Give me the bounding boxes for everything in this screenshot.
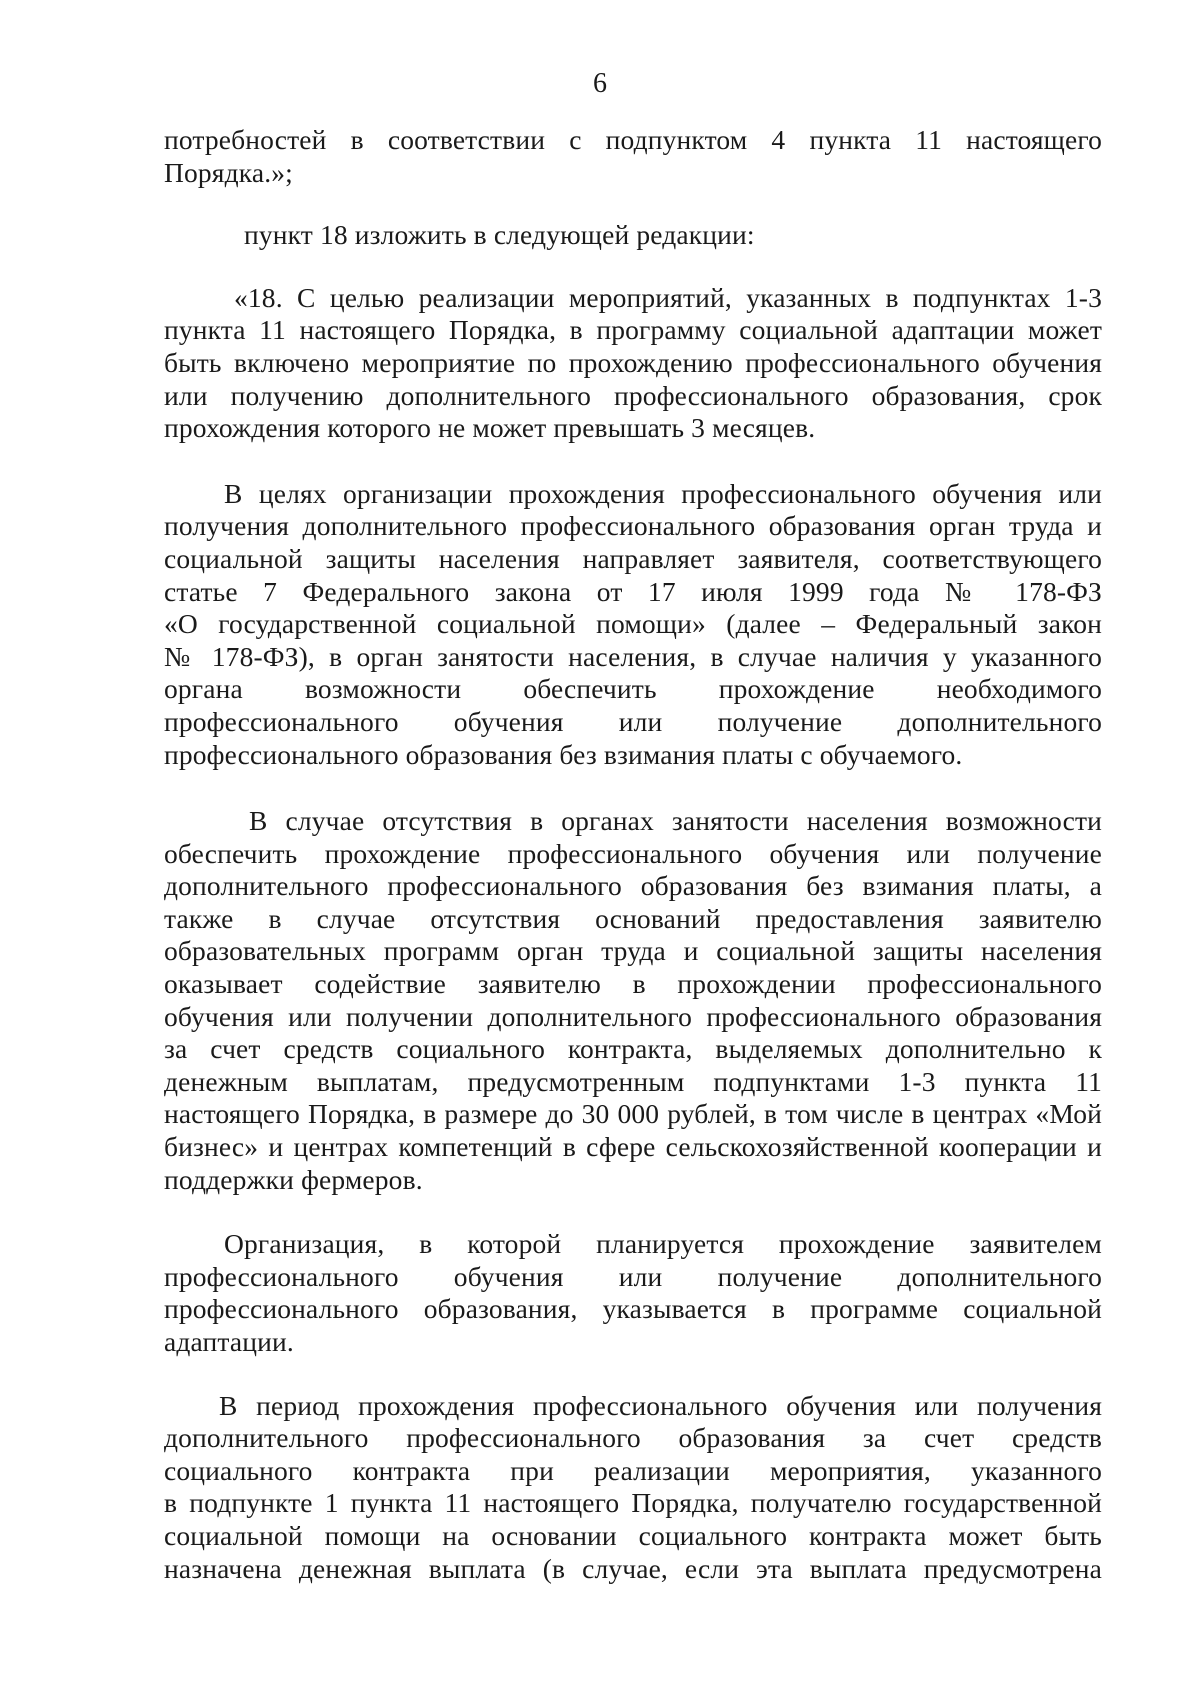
- text-line: назначена денежная выплата (в случае, если эта выплата предусмотрена: [164, 1552, 1102, 1584]
- text-line: обучения или получении дополнительного профессионального образования: [164, 1000, 1102, 1032]
- text-line: В целях организации прохождения профессионального обучения или: [224, 477, 1102, 509]
- text-line: В случае отсутствия в органах занятости населения возможности: [249, 805, 1102, 837]
- text-line: или получению дополнительного профессионального образования, срок: [164, 379, 1102, 411]
- text-line: профессионального обучения или получение дополнительного: [164, 705, 1102, 737]
- text-line: также в случае отсутствия оснований предоставления заявителю: [164, 902, 1102, 934]
- document-body: [164, 124, 1102, 1585]
- text-line: «18. С целью реализации мероприятий, указанных в подпунктах 1-3: [234, 281, 1102, 313]
- page-number: 6: [593, 68, 607, 99]
- text-line: профессионального образования без взимания платы с обучаемого.: [164, 738, 963, 770]
- paragraph-organization-training: [164, 478, 1102, 771]
- text-line: органа возможности обеспечить прохождение необходимого: [164, 673, 1102, 705]
- text-line: бизнес» и центрах компетенций в сфере сельскохозяйственной кооперации и: [164, 1131, 1102, 1163]
- text-line: № 178-ФЗ), в орган занятости населения, в случае наличия у указанного: [164, 640, 1102, 672]
- text-line: профессионального обучения или получение дополнительного: [164, 1260, 1102, 1292]
- text-line: за счет средств социального контракта, выделяемых дополнительно к: [164, 1033, 1102, 1065]
- text-line: пункта 11 настоящего Порядка, в программу социальной адаптации может: [164, 314, 1102, 346]
- text-line: Организация, в которой планируется прохождение заявителем: [224, 1228, 1102, 1260]
- paragraph-training-period: [164, 1390, 1102, 1586]
- text-line: обеспечить прохождение профессионального обучения или получение: [164, 837, 1102, 869]
- text-line: получения дополнительного профессионального образования орган труда и: [164, 510, 1102, 542]
- text-line: денежным выплатам, предусмотренным подпунктами 1-3 пункта 11: [164, 1065, 1102, 1097]
- text-line: быть включено мероприятие по прохождению профессионального обучения: [164, 346, 1102, 378]
- text-line: дополнительного профессионального образования без взимания платы, а: [164, 870, 1102, 902]
- text-line: адаптации.: [164, 1326, 294, 1357]
- text-line: В период прохождения профессионального обучения или получения: [219, 1389, 1102, 1421]
- paragraph-continuation: [164, 124, 1102, 189]
- text-line: настоящего Порядка, в размере до 30 000 рублей, в том числе в центрах «Мой: [164, 1098, 1102, 1130]
- text-line: пункт 18 изложить в следующей редакции:: [244, 219, 755, 251]
- text-line: потребностей в соответствии с подпунктом 4 пункта 11 настоящего: [164, 124, 1102, 155]
- text-line: образовательных программ орган труда и социальной защиты населения: [164, 935, 1102, 967]
- text-line: социальной защиты населения направляет заявителя, соответствующего: [164, 542, 1102, 574]
- text-line: социальной помощи на основании социального контракта может быть: [164, 1519, 1102, 1551]
- text-line: социального контракта при реализации мероприятия, указанного: [164, 1454, 1102, 1486]
- text-line: «О государственной социальной помощи» (далее – Федеральный закон: [164, 608, 1102, 640]
- paragraph-organization-specified: [164, 1228, 1102, 1358]
- text-line: Порядка.»;: [164, 156, 293, 188]
- text-line: в подпункте 1 пункта 11 настоящего Порядка, получателю государственной: [164, 1487, 1102, 1519]
- text-line: оказывает содействие заявителю в прохождении профессионального: [164, 968, 1102, 1000]
- text-line: поддержки фермеров.: [164, 1163, 423, 1195]
- text-line: прохождения которого не может превышать 3 месяцев.: [164, 412, 816, 444]
- paragraph-item-18: [164, 282, 1102, 445]
- paragraph-absence-case: [164, 805, 1102, 1196]
- text-line: профессионального образования, указывается в программе социальной: [164, 1293, 1102, 1325]
- paragraph-instruction: [164, 219, 1102, 252]
- text-line: статье 7 Федерального закона от 17 июля 1999 года № 178-ФЗ: [164, 575, 1102, 607]
- text-line: дополнительного профессионального образования за счет средств: [164, 1422, 1102, 1454]
